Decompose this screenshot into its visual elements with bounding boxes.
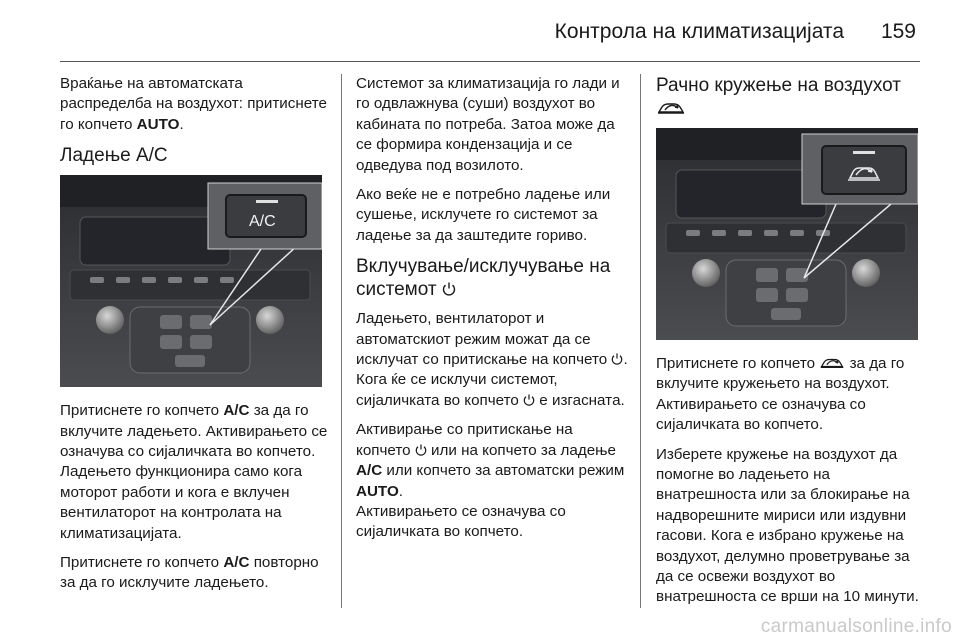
power-icon [611, 352, 623, 366]
column-divider-2 [640, 74, 641, 608]
paragraph-recirculation-usage: Изберете кружење на воздухот да помогне во ладењето на внатрешноста или за блокирање на надворешните мириси или издувни гасови. Кога е избрано кружење на воздухот, делумно проветрување за да се освежи воздухот во внатрешноста се врши на 10 минути. [656, 445, 919, 606]
watermark: carmanualsonline.info [760, 616, 952, 637]
column-1 [60, 74, 328, 603]
heading-system-on-off: Вклучување/исклучување на системот [356, 256, 611, 301]
page-number: 159 [880, 20, 916, 43]
page-header [0, 0, 960, 62]
paragraph-auto-distribution: Враќање на автоматската распределба на воздухот: притиснете го копчето AUTO. [60, 75, 327, 133]
page-title: Контрола на климатизацијата [554, 20, 844, 43]
power-icon [415, 443, 427, 457]
paragraph-system-off: Ладењето, вентилаторот и автоматскиот режим можат да се исклучат со притискање на копчето . Кога ќе се исклучи системот, сијаличката во копчето е изгаснатa. [356, 310, 628, 409]
paragraph-ac-system: Системот за климатизација го лади и го одвлажнува (суши) воздухот во кабината по потреба. Затоа може да се формира кондензација и се одведува под возилото. [356, 75, 620, 174]
figure-recirculation-button [656, 128, 918, 340]
column-3 [656, 74, 924, 617]
paragraph-activation: Активирање со притискање на копчето или на копчето за ладење A/C или копчето за автоматски режим AUTO. [356, 421, 625, 500]
figure-ac-button [60, 175, 322, 387]
paragraph-recirculation-on: Притиснете го копчето за да го вклучите кружењето на воздухот. Активирањето се означува со сијаличката во копчето. [656, 355, 905, 434]
paragraph-save-fuel: Ако веќе не е потребно ладење или сушење, исклучете го системот за ладење за да заштедите гориво. [356, 186, 611, 244]
heading-cooling-ac: Ладење A/C [60, 145, 168, 167]
figure-ac-label: A/C [249, 213, 276, 231]
power-icon [442, 281, 456, 297]
header-divider [60, 61, 920, 62]
recirculation-icon [656, 100, 686, 116]
heading-air-recirculation: Рачно кружење на воздухот [656, 74, 924, 120]
column-2 [356, 74, 628, 552]
paragraph-indicator: Активирањето се означува со сијаличката во копчето. [356, 502, 566, 541]
recirculation-icon [819, 356, 845, 370]
column-divider-1 [341, 74, 342, 608]
power-icon [523, 393, 535, 407]
paragraph-ac-on: Притиснете го копчето A/C за да го вклучите ладењето. Активирањето се означува со сијаличката во копчето. Ладењето функционира само кога моторот работи и кога е вклучен вентилаторот на контролата на климатизацијата. [60, 402, 328, 542]
paragraph-ac-off: Притиснете го копчето A/C повторно за да го исклучите ладењето. [60, 554, 319, 592]
